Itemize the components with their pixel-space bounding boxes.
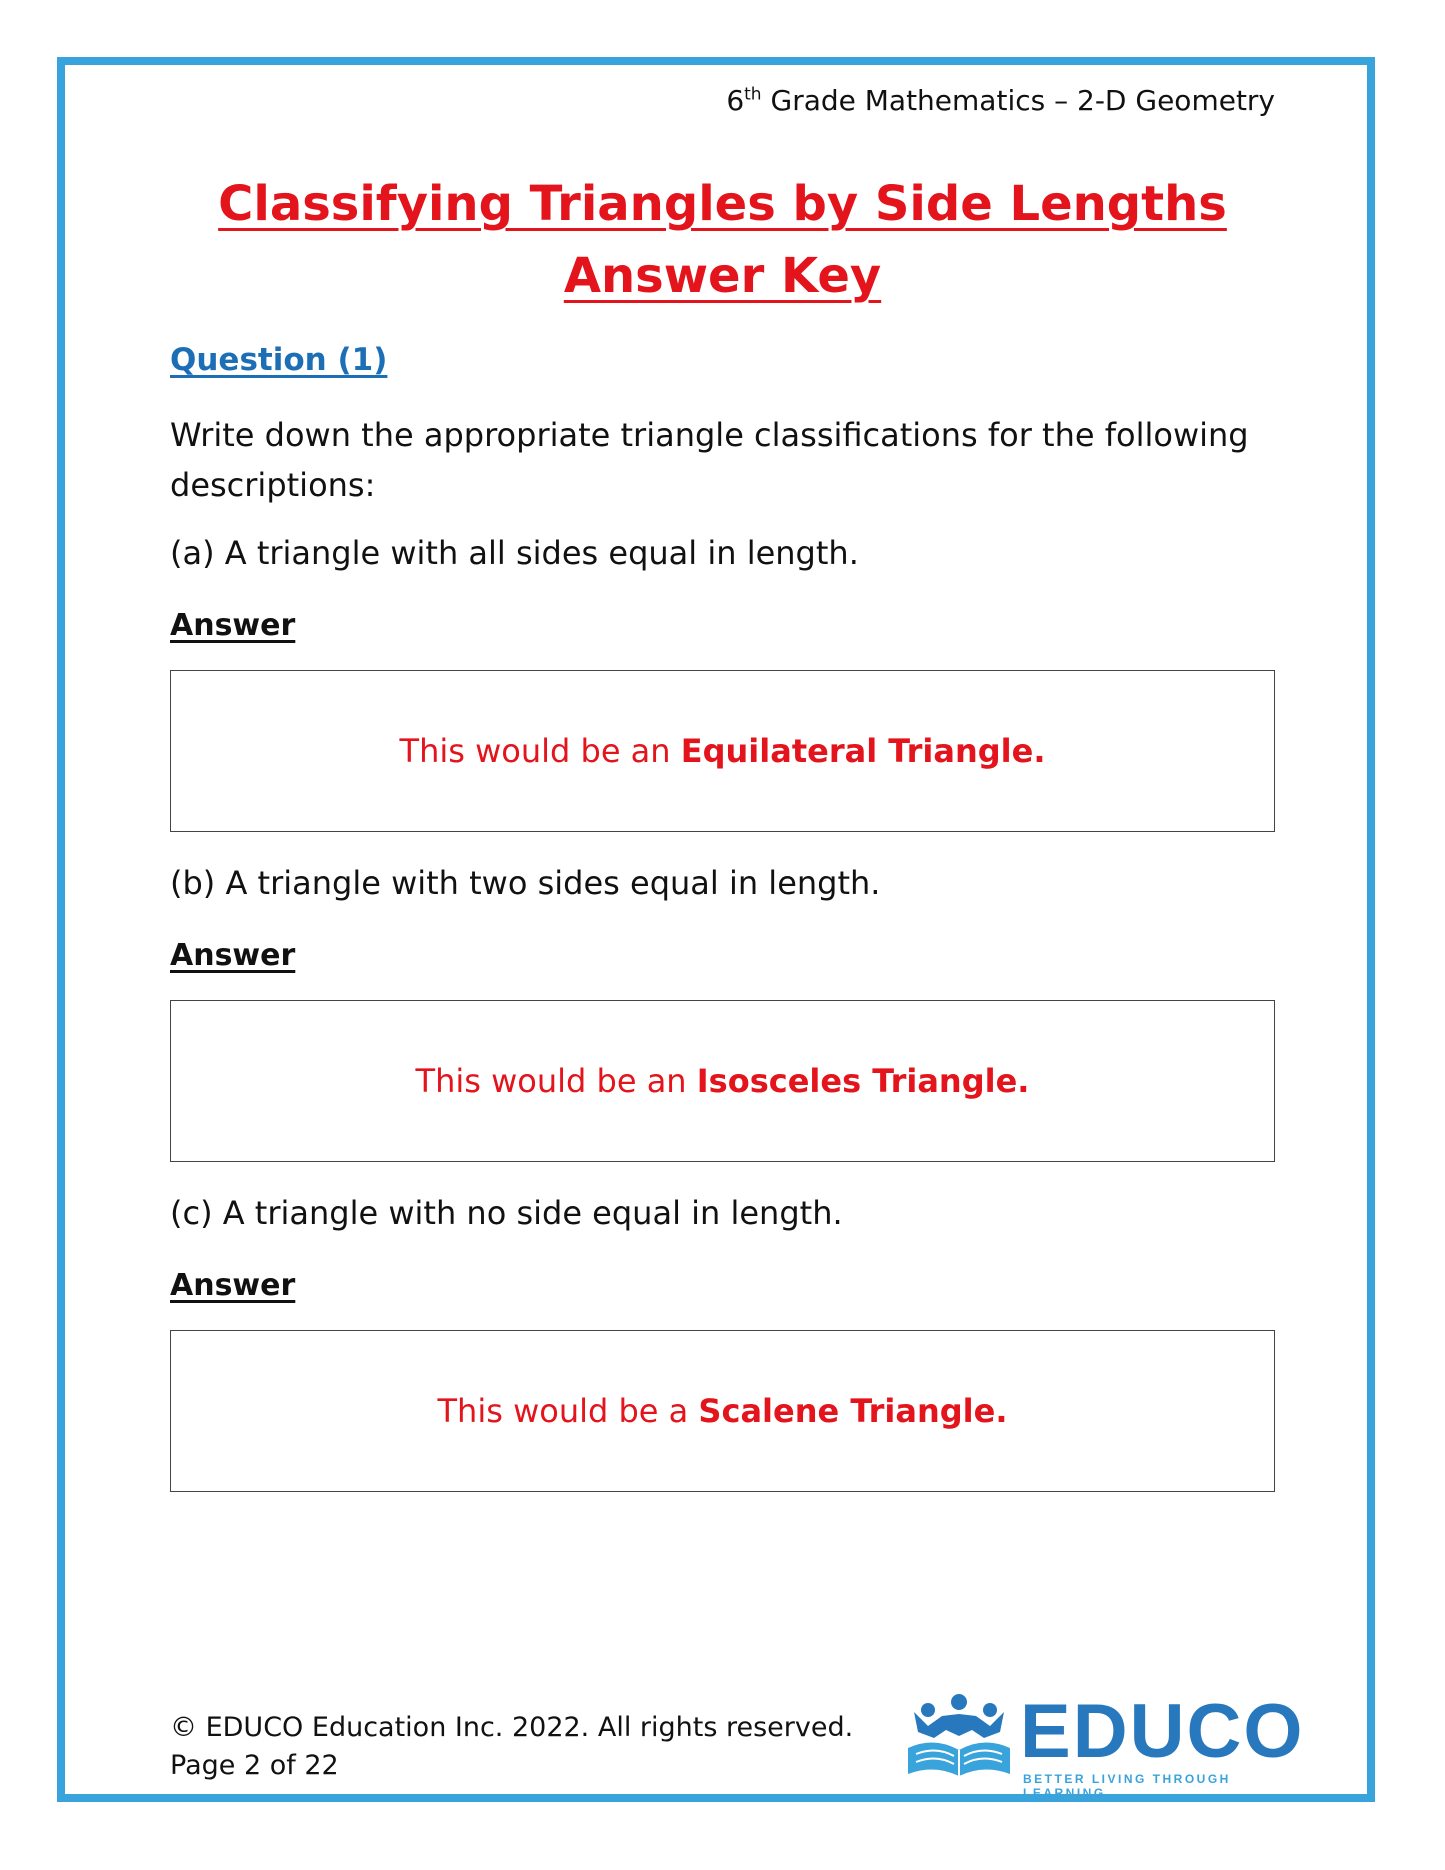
answer-label-b: Answer — [170, 938, 296, 973]
reading-people-icon — [900, 1692, 1018, 1782]
header-subject: Grade Mathematics – 2-D Geometry — [761, 84, 1275, 117]
logo-tagline: BETTER LIVING THROUGH LEARNING — [1023, 1772, 1231, 1800]
educo-logo — [900, 1689, 1305, 1800]
page-header — [726, 84, 1275, 117]
answer-value-a: Equilateral Triangle. — [680, 732, 1046, 770]
answer-box-a — [170, 670, 1275, 832]
footer-page-number: Page 2 of 22 — [170, 1750, 339, 1781]
question-part-b: (b) A triangle with two sides equal in length. — [170, 864, 881, 902]
answer-value-b: Isosceles Triangle. — [696, 1062, 1030, 1100]
answer-prefix-a: This would be an — [399, 732, 681, 770]
question-part-a: (a) A triangle with all sides equal in length. — [170, 534, 859, 572]
logo-wordmark: EDUCO — [1020, 1689, 1305, 1774]
header-grade-number: 6 — [726, 84, 745, 117]
answer-prefix-c: This would be a — [437, 1392, 699, 1430]
question-prompt: Write down the appropriate triangle classifications for the following descriptions: — [170, 416, 1249, 504]
answer-value-c: Scalene Triangle. — [698, 1392, 1008, 1430]
page-border — [57, 57, 1375, 1802]
answer-box-c — [170, 1330, 1275, 1492]
page-title: Classifying Triangles by Side Lengths — [218, 176, 1227, 232]
question-label: Question (1) — [170, 342, 388, 378]
answer-prefix-b: This would be an — [415, 1062, 697, 1100]
question-part-c: (c) A triangle with no side equal in length. — [170, 1194, 843, 1232]
header-grade-suffix: th — [744, 84, 762, 105]
footer-copyright: © EDUCO Education Inc. 2022. All rights reserved. — [170, 1712, 854, 1743]
answer-label-c: Answer — [170, 1268, 296, 1303]
answer-box-b — [170, 1000, 1275, 1162]
answer-label-a: Answer — [170, 608, 296, 643]
page-subtitle: Answer Key — [563, 248, 882, 304]
